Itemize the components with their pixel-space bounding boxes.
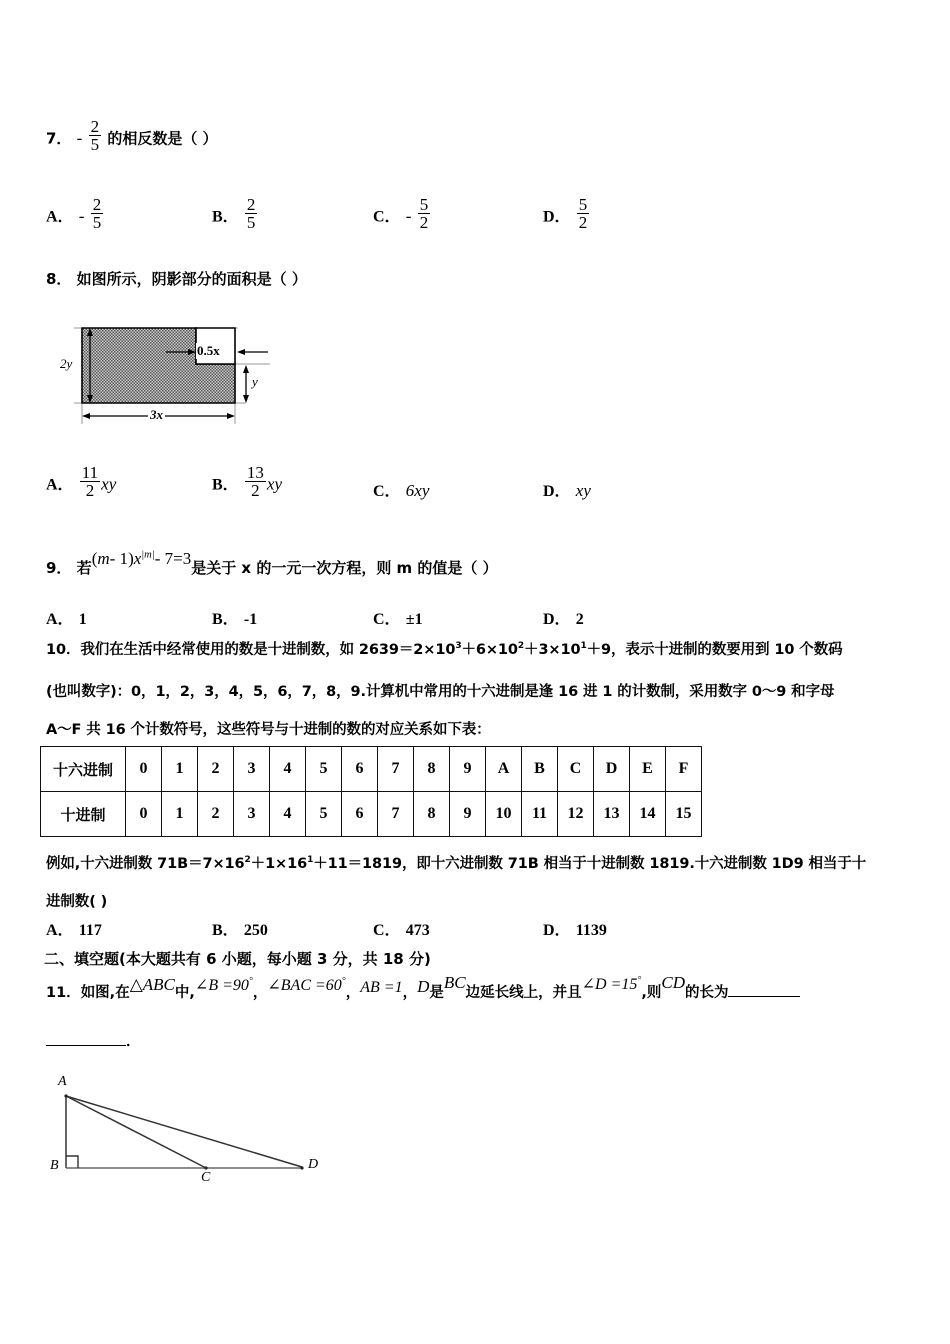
option-label: A．	[46, 476, 74, 494]
table-cell: B	[522, 747, 558, 792]
q11-triangle-abc: △ABC	[129, 975, 175, 994]
vertex-label-b: B	[50, 1158, 59, 1173]
table-cell: 5	[306, 747, 342, 792]
q11-seg-c: 是	[429, 985, 444, 1001]
option-label: D．	[543, 483, 571, 500]
degree-symbol: °	[341, 975, 346, 987]
table-cell: 14	[630, 792, 666, 837]
option-7-b[interactable]	[212, 196, 258, 232]
q11-seg-b: 中,	[174, 985, 195, 1001]
table-cell: E	[630, 747, 666, 792]
question-10-line-2: (也叫数字)：0，1，2，3，4，5，6，7，8，9.计算机中常用的十六进制是逢 16 进 1 的计数制，采用数字 0～9 和字母	[46, 684, 835, 700]
option-fraction	[80, 464, 100, 500]
question-8-stem	[46, 270, 307, 288]
shaded-rectangle-figure	[60, 312, 290, 432]
section-two-heading: 二、填空题(本大题共有 6 小题，每小题 3 分，共 18 分)	[44, 950, 431, 968]
q11-angle-bac: ∠BAC =60°	[267, 975, 346, 994]
option-fraction	[418, 196, 431, 232]
fraction-denominator: 2	[245, 481, 266, 499]
table-cell: F	[666, 747, 702, 792]
q11-point-d: D	[417, 977, 430, 996]
question-7-stem-suffix: 的相反数是（ ）	[107, 129, 218, 148]
option-8-c[interactable]	[373, 478, 429, 501]
fraction-denominator: 5	[90, 135, 100, 155]
answer-blank-2[interactable]	[46, 1045, 126, 1046]
option-10-a[interactable]	[46, 917, 102, 940]
option-9-c[interactable]	[373, 606, 423, 629]
question-10-example-line-1	[46, 852, 866, 873]
question-11-stem	[46, 973, 800, 1002]
option-label: B．	[212, 922, 239, 939]
question-11-answer-line-2	[46, 1034, 141, 1051]
table-cell: 0	[126, 792, 162, 837]
question-11-number: 11．	[46, 985, 81, 1001]
option-label: C．	[373, 483, 401, 500]
option-value: -1	[243, 611, 258, 628]
option-label: C．	[373, 208, 401, 226]
question-8-number: 8．	[46, 270, 72, 288]
figure-label-half-x: 0.5x	[197, 343, 220, 358]
option-9-a[interactable]	[46, 606, 87, 629]
table-cell: 2	[198, 747, 234, 792]
option-label: B．	[212, 476, 239, 494]
q10-line1-b: ＋6×10	[461, 642, 518, 658]
equation-equals: =3	[173, 549, 192, 568]
table-cell: A	[486, 747, 522, 792]
q11-comma-2: ，	[345, 985, 361, 1001]
q10-line1-c: ＋3×10	[524, 642, 581, 658]
question-7-stem-fraction	[89, 118, 102, 154]
table-row-hex	[41, 747, 702, 792]
fraction-numerator: 2	[92, 195, 102, 214]
table-cell: 13	[594, 792, 630, 837]
question-10-options	[0, 917, 900, 943]
table-cell: 12	[558, 792, 594, 837]
vertex-label-a: A	[58, 1074, 67, 1089]
option-9-d[interactable]	[543, 606, 584, 629]
table-cell: 4	[270, 792, 306, 837]
table-cell: D	[594, 747, 630, 792]
hex-decimal-table	[40, 746, 702, 837]
option-7-a[interactable]	[46, 196, 104, 232]
question-9-stem	[46, 549, 498, 578]
table-cell: 9	[450, 747, 486, 792]
table-cell: C	[558, 747, 594, 792]
fraction-denominator: 5	[246, 213, 256, 233]
question-9-equation	[92, 549, 192, 568]
option-8-a[interactable]	[46, 464, 116, 500]
option-value: 250	[243, 922, 268, 939]
option-label: C．	[373, 611, 401, 628]
option-label: D．	[543, 208, 571, 226]
option-value: xy	[575, 481, 591, 500]
option-value: 6xy	[405, 481, 430, 500]
fraction-numerator: 13	[246, 463, 264, 482]
figure-label-y: y	[252, 374, 258, 389]
table-row-decimal	[41, 792, 702, 837]
table-cell: 8	[414, 792, 450, 837]
table-cell: 0	[126, 747, 162, 792]
option-7-d[interactable]	[543, 196, 590, 232]
q10-line1-sup1: 3	[455, 641, 462, 652]
degree-symbol: °	[248, 975, 253, 987]
option-sign: -	[78, 206, 85, 226]
table-cell: 1	[162, 792, 198, 837]
option-label: D．	[543, 611, 571, 628]
q11-segment-cd: CD	[661, 973, 685, 992]
q10-example-c: ＋11＝1819，即十六进制数 71B 相当于十进制数 1819.十六进制数 1D9 相当于十	[313, 856, 867, 872]
fraction-denominator: 5	[92, 213, 102, 233]
question-7-stem-sign: -	[76, 128, 83, 148]
q10-line1-sup2: 2	[517, 641, 525, 652]
option-label: A．	[46, 611, 74, 628]
table-cell: 5	[306, 792, 342, 837]
option-9-b[interactable]	[212, 606, 257, 629]
option-fraction	[577, 196, 590, 232]
answer-blank-1[interactable]	[728, 996, 800, 997]
question-8-stem-text: 如图所示，阴影部分的面积是（ ）	[76, 270, 307, 288]
equation-x: x	[133, 549, 142, 568]
triangle-abd-figure	[40, 1072, 340, 1192]
table-cell: 15	[666, 792, 702, 837]
table-cell: 8	[414, 747, 450, 792]
fraction-numerator: 2	[90, 117, 100, 136]
option-suffix: xy	[266, 474, 283, 494]
q11-comma-3: ，	[402, 985, 418, 1001]
table-cell: 3	[234, 747, 270, 792]
question-10-example-line-2: 进制数( )	[46, 894, 108, 910]
option-label: A．	[46, 208, 74, 226]
equation-close-paren: )	[128, 549, 134, 568]
option-value: 117	[78, 922, 102, 939]
option-10-d[interactable]	[543, 917, 607, 940]
option-suffix: xy	[101, 474, 117, 494]
figure-label-3x: 3x	[150, 407, 163, 422]
option-value: 1	[78, 611, 87, 628]
fraction-numerator: 5	[419, 195, 429, 214]
q11-seg-d: 边延长线上，并且	[465, 985, 582, 1001]
option-label: C．	[373, 922, 401, 939]
table-cell: 6	[342, 747, 378, 792]
option-value: 1139	[575, 922, 607, 939]
question-7-number: 7．	[46, 129, 72, 148]
option-label: D．	[543, 922, 571, 939]
table-cell: 7	[378, 792, 414, 837]
option-fraction	[91, 196, 104, 232]
q10-line1-d: ＋9，表示十进制的数要用到 10 个数码	[586, 642, 843, 658]
vertex-label-c: C	[201, 1170, 211, 1185]
q10-example-a: 例如,十六进制数 71B＝7×16	[46, 856, 245, 872]
fraction-denominator: 2	[419, 213, 429, 233]
table-cell: 1	[162, 747, 198, 792]
q10-example-sup1: 2	[244, 855, 251, 866]
q11-angle-d: ∠D =15°	[581, 974, 642, 993]
option-value: 473	[405, 922, 430, 939]
table-cell: 4	[270, 747, 306, 792]
equation-m: m	[97, 549, 110, 568]
option-fraction	[245, 196, 258, 232]
fraction-numerator: 11	[81, 463, 99, 482]
equation-exponent: |m|	[141, 549, 155, 561]
q10-line1-a: 我们在生活中经常使用的数是十进制数，如 2639＝2×10	[80, 642, 456, 658]
figure-label-2y: 2y	[60, 356, 73, 371]
q11-period: ．	[126, 1034, 141, 1050]
degree-symbol: °	[637, 974, 642, 986]
option-7-c[interactable]	[373, 196, 431, 232]
fraction-numerator: 5	[578, 195, 588, 214]
question-10-line-1	[46, 638, 843, 659]
option-label: B．	[212, 611, 239, 628]
table-cell: 9	[450, 792, 486, 837]
question-9-stem-lead: 若	[76, 559, 92, 577]
q11-seg-a: 如图,在	[80, 985, 130, 1001]
question-7-options	[0, 196, 900, 236]
option-value: 2	[575, 611, 584, 628]
table-cell: 2	[198, 792, 234, 837]
q10-line1-sup3: 1	[580, 641, 587, 652]
option-fraction	[245, 464, 266, 500]
q11-comma-1: ，	[252, 985, 268, 1001]
option-label: A．	[46, 922, 74, 939]
table-cell: 10	[486, 792, 522, 837]
equation-minus-one: - 1	[109, 549, 129, 568]
question-8-options	[0, 464, 900, 508]
table-rowhead-hex: 十六进制	[41, 747, 126, 792]
option-sign: -	[405, 206, 412, 226]
option-label: B．	[212, 208, 239, 226]
table-cell: 7	[378, 747, 414, 792]
q11-segment-bc: BC	[443, 973, 466, 992]
question-9-stem-tail: 是关于 x 的一元一次方程，则 m 的值是（ ）	[191, 559, 498, 577]
question-10-line-3: A～F 共 16 个计数符号，这些符号与十进制的数的对应关系如下表：	[46, 722, 491, 738]
table-cell: 6	[342, 792, 378, 837]
question-9-options	[0, 606, 900, 632]
equation-minus-seven: - 7	[154, 549, 174, 568]
fraction-denominator: 2	[578, 213, 588, 233]
fraction-numerator: 2	[246, 195, 256, 214]
q10-example-sup2: 1	[307, 855, 314, 866]
option-value: ±1	[405, 611, 423, 628]
equation-open-paren: (	[91, 549, 98, 568]
option-10-b[interactable]	[212, 917, 268, 940]
q11-ab-equals-one: AB =1	[360, 979, 403, 996]
q11-comma-4: ,则	[641, 985, 662, 1001]
q10-example-b: ＋1×16	[250, 856, 308, 872]
vertex-label-d: D	[308, 1157, 319, 1172]
q11-angle-b: ∠B =90°	[194, 975, 253, 994]
table-rowhead-decimal: 十进制	[41, 792, 126, 837]
question-10-number: 10．	[46, 642, 81, 658]
question-7-stem	[46, 118, 218, 154]
table-cell: 3	[234, 792, 270, 837]
table-cell: 11	[522, 792, 558, 837]
fraction-denominator: 2	[80, 481, 100, 499]
option-8-b[interactable]	[212, 464, 282, 500]
option-8-d[interactable]	[543, 478, 591, 501]
option-10-c[interactable]	[373, 917, 430, 940]
question-9-number: 9．	[46, 559, 72, 577]
q11-seg-e: 的长为	[684, 985, 729, 1001]
